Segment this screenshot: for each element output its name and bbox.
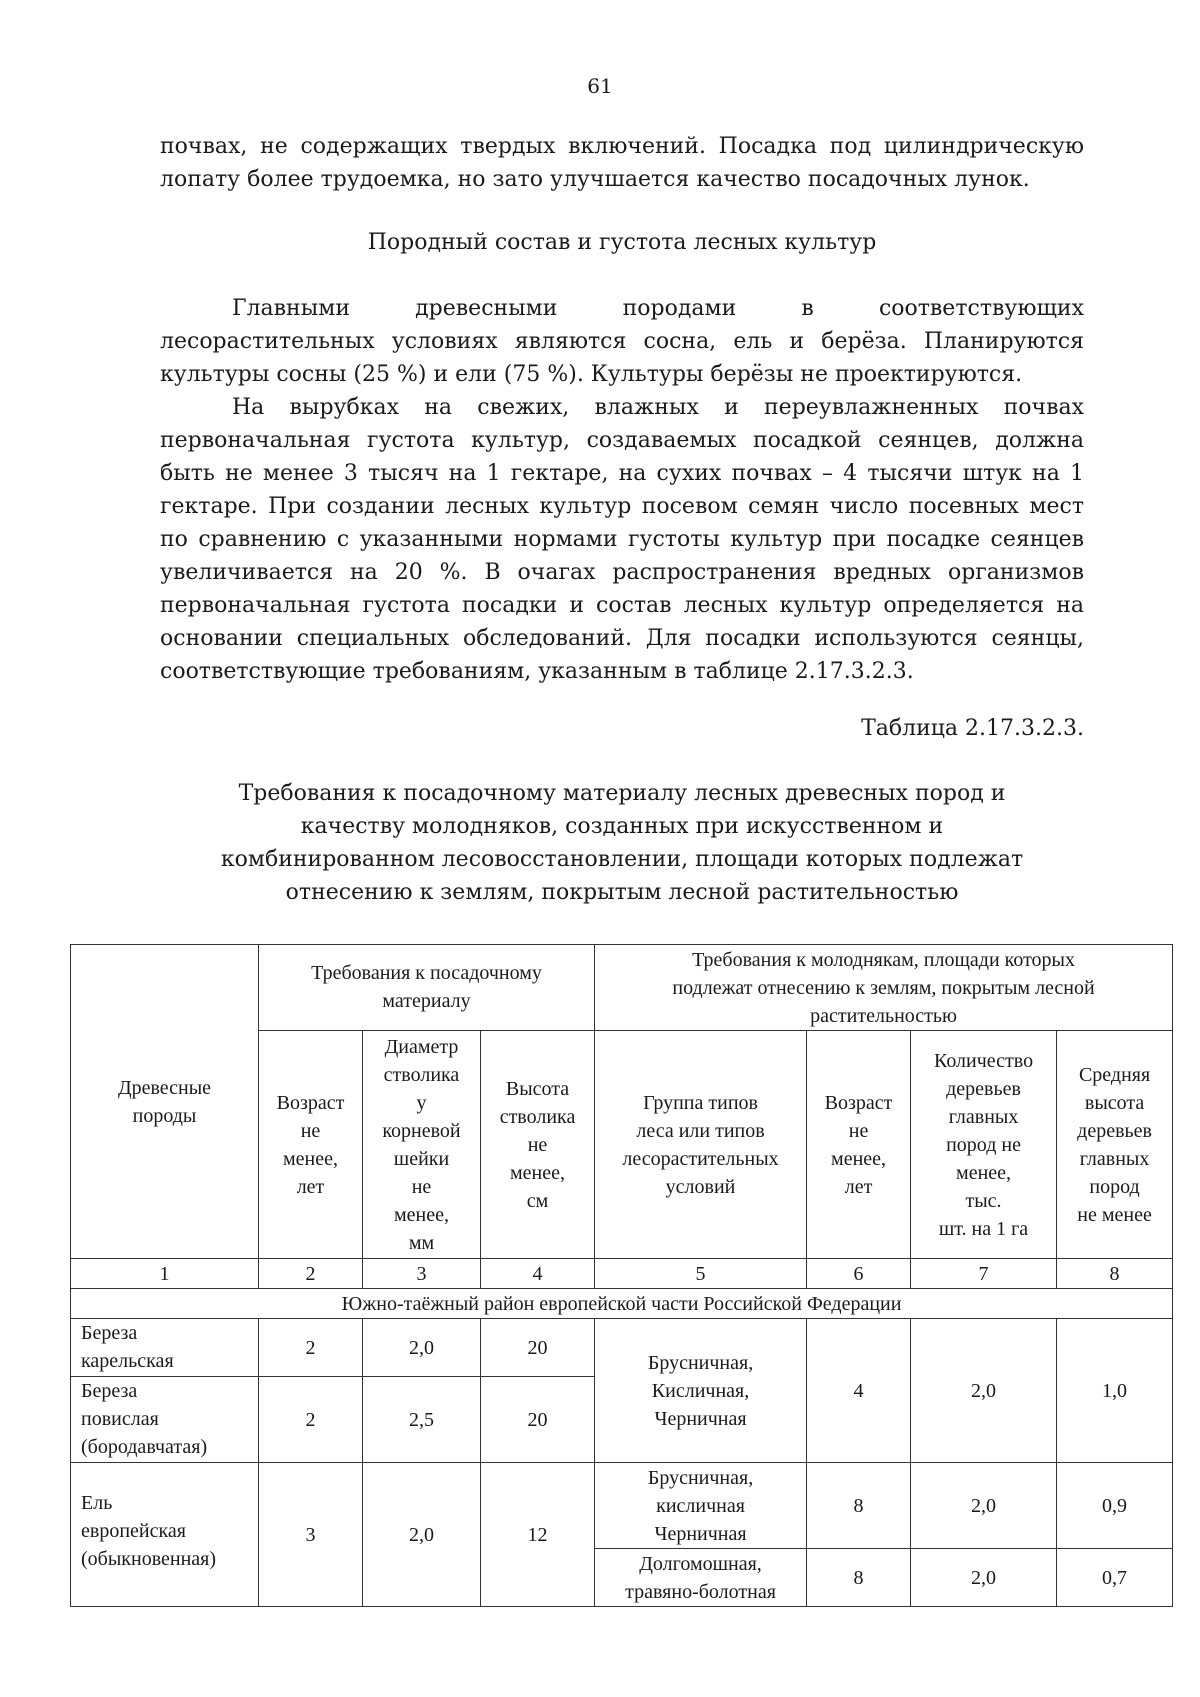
cell-forest-type: Брусничная, Кисличная, Черничная — [595, 1319, 807, 1463]
col-number: 7 — [911, 1259, 1057, 1289]
text-line: первоначальная густота культур, создаваемых посадкой сеянцев, должна — [160, 428, 1084, 453]
table-label: Таблица 2.17.3.2.3. — [861, 716, 1084, 741]
requirements-table — [70, 944, 1173, 1607]
header-species: Древесные породы — [71, 945, 259, 1259]
cell-age: 2 — [259, 1319, 363, 1377]
table-row — [71, 1319, 1173, 1377]
header-forest-type: Группа типов леса или типов лесорастительных условий — [595, 1031, 807, 1259]
text-line: увеличивается на 20 %. В очагах распространения вредных организмов — [160, 560, 1084, 585]
col-number: 1 — [71, 1259, 259, 1289]
header-tree-count: Количество деревьев главных пород не менее, тыс. шт. на 1 га — [911, 1031, 1057, 1259]
text-line: быть не менее 3 тысяч на 1 гектаре, на сухих почвах – 4 тысячи штук на 1 — [160, 461, 1084, 486]
cell-age: 2 — [259, 1377, 363, 1463]
header-age: Возраст не менее, лет — [259, 1031, 363, 1259]
text-line: основании специальных обследований. Для посадки используются сеянцы, — [160, 626, 1084, 651]
region-row — [71, 1289, 1173, 1319]
region-name: Южно-таёжный район европейской части Российской Федерации — [71, 1289, 1173, 1319]
header-row-1 — [71, 945, 1173, 1031]
text-line: Главными древесными породами в соответствующих — [232, 296, 1084, 321]
text-line: соответствующие требованиям, указанным в таблице 2.17.3.2.3. — [160, 659, 914, 684]
text-line: лопату более трудоемка, но зато улучшается качество посадочных лунок. — [160, 167, 1030, 192]
table-caption — [160, 777, 1084, 909]
header-planting-material: Требования к посадочному материалу — [259, 945, 595, 1031]
header-age-young: Возраст не менее, лет — [807, 1031, 911, 1259]
text-line: лесорастительных условиях являются сосна, ель и берёза. Планируются — [160, 329, 1084, 354]
cell-diameter: 2,5 — [363, 1377, 481, 1463]
table-row — [71, 1463, 1173, 1549]
paragraph-1 — [160, 130, 1084, 196]
caption-line: Требования к посадочному материалу лесных древесных пород и — [238, 781, 1006, 806]
text-line: На вырубках на свежих, влажных и переувлажненных почвах — [232, 395, 1084, 420]
col-number: 3 — [363, 1259, 481, 1289]
col-number: 8 — [1057, 1259, 1173, 1289]
text-line: гектаре. При создании лесных культур посевом семян число посевных мест — [160, 494, 1084, 519]
header-diameter: Диаметр стволика у корневой шейки не менее, мм — [363, 1031, 481, 1259]
cell-tree-count: 2,0 — [911, 1319, 1057, 1463]
header-height: Высота стволика не менее, см — [481, 1031, 595, 1259]
text-line: культуры сосны (25 %) и ели (75 %). Культуры берёзы не проектируются. — [160, 362, 1023, 387]
cell-diameter: 2,0 — [363, 1319, 481, 1377]
cell-diameter: 2,0 — [363, 1463, 481, 1607]
cell-tree-count: 2,0 — [911, 1463, 1057, 1549]
species-name: Береза карельская — [71, 1319, 259, 1377]
caption-line: комбинированном лесовосстановлении, площади которых подлежат — [220, 847, 1024, 872]
caption-line: отнесению к землям, покрытым лесной растительностью — [285, 880, 959, 905]
col-number: 6 — [807, 1259, 911, 1289]
header-mean-height: Средняя высота деревьев главных пород не менее — [1057, 1031, 1173, 1259]
cell-tree-count: 2,0 — [911, 1549, 1057, 1607]
cell-height: 20 — [481, 1319, 595, 1377]
cell-age: 3 — [259, 1463, 363, 1607]
cell-forest-type: Брусничная, кисличная Черничная — [595, 1463, 807, 1549]
text-line: почвах, не содержащих твердых включений. Посадка под цилиндрическую — [160, 134, 1084, 159]
species-name: Ель европейская (обыкновенная) — [71, 1463, 259, 1607]
page-number: 61 — [587, 74, 613, 98]
col-number: 5 — [595, 1259, 807, 1289]
text-line: по сравнению с указанными нормами густоты культур при посадке сеянцев — [160, 527, 1084, 552]
section-title: Породный состав и густота лесных культур — [367, 230, 877, 255]
cell-mean-height: 1,0 — [1057, 1319, 1173, 1463]
header-young-stands: Требования к молоднякам, площади которых подлежат отнесению к землям, покрытым лесной растительностью — [595, 945, 1173, 1031]
cell-age-young: 4 — [807, 1319, 911, 1463]
cell-mean-height: 0,9 — [1057, 1463, 1173, 1549]
column-numbers-row — [71, 1259, 1173, 1289]
cell-age-young: 8 — [807, 1549, 911, 1607]
cell-forest-type: Долгомошная, травяно-болотная — [595, 1549, 807, 1607]
cell-mean-height: 0,7 — [1057, 1549, 1173, 1607]
cell-age-young: 8 — [807, 1463, 911, 1549]
caption-line: качеству молодняков, созданных при искусственном и — [300, 814, 944, 839]
col-number: 2 — [259, 1259, 363, 1289]
text-line: первоначальная густота посадки и состав лесных культур определяется на — [160, 593, 1084, 618]
paragraph-2 — [160, 292, 1084, 688]
col-number: 4 — [481, 1259, 595, 1289]
cell-height: 12 — [481, 1463, 595, 1607]
species-name: Береза повислая (бородавчатая) — [71, 1377, 259, 1463]
cell-height: 20 — [481, 1377, 595, 1463]
